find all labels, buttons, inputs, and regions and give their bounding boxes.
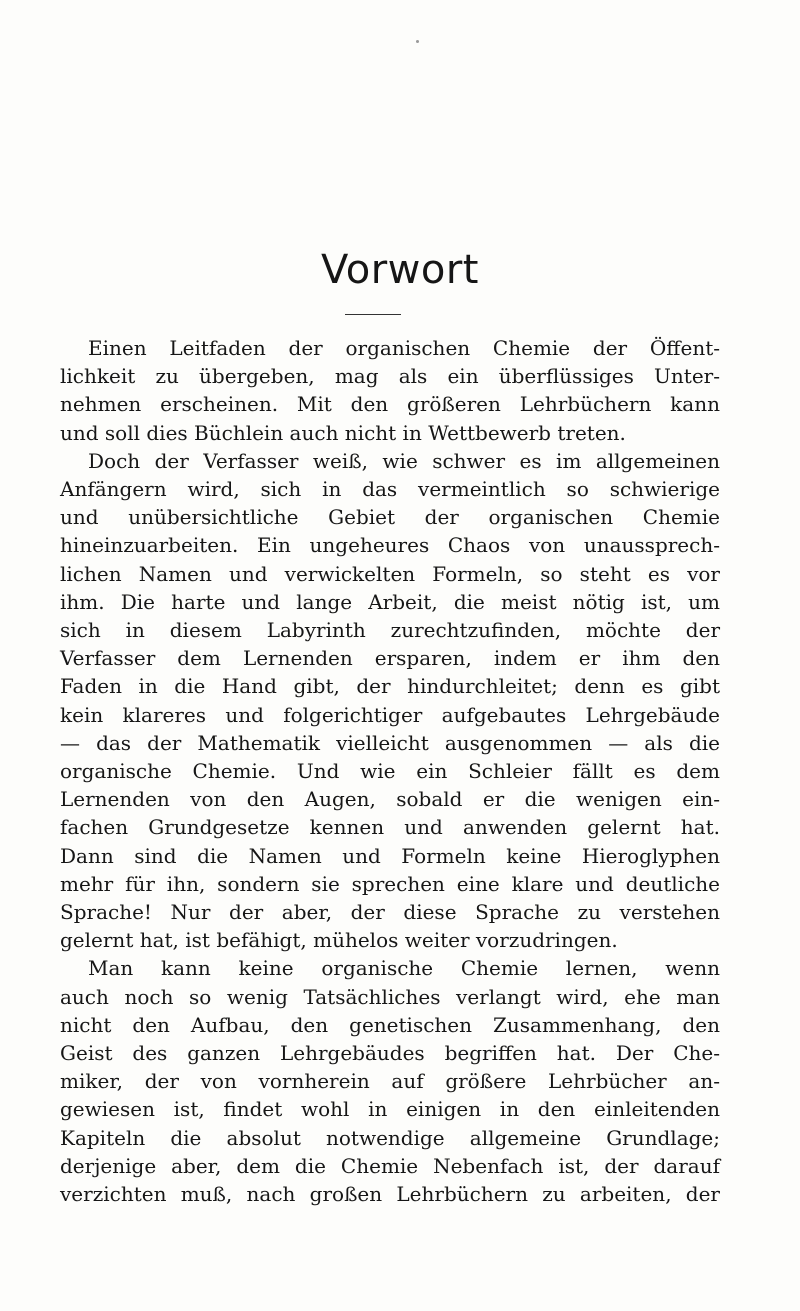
text-line: hineinzuarbeiten. Ein ungeheures Chaos von unaussprech- xyxy=(60,533,720,558)
text-line: Geist des ganzen Lehrgebäudes begriffen hat. Der Che- xyxy=(60,1041,720,1066)
text-line: lichen Namen und verwickelten Formeln, so steht es vor xyxy=(60,561,720,586)
text-line: sich in diesem Labyrinth zurechtzufinden, möchte der xyxy=(60,618,720,643)
text-line: kein klareres und folgerichtiger aufgebautes Lehrgebäude xyxy=(60,702,720,727)
text-line: Doch der Verfasser weiß, wie schwer es im allgemeinen xyxy=(88,448,720,473)
text-line: fachen Grundgesetze kennen und anwenden gelernt hat. xyxy=(60,815,720,840)
title-divider xyxy=(345,314,401,315)
text-line: Dann sind die Namen und Formeln keine Hieroglyphen xyxy=(60,843,720,868)
text-line: Sprache! Nur der aber, der diese Sprache zu verstehen xyxy=(60,900,720,925)
text-line: Man kann keine organische Chemie lernen, wenn xyxy=(88,956,720,981)
body-text xyxy=(60,334,720,1208)
text-line: gewiesen ist, findet wohl in einigen in den einleitenden xyxy=(60,1097,720,1122)
text-line: Anfängern wird, sich in das vermeintlich so schwierige xyxy=(60,477,720,502)
text-line: und soll dies Büchlein auch nicht in Wettbewerb treten. xyxy=(60,420,626,445)
text-line: Lernenden von den Augen, sobald er die wenigen ein- xyxy=(60,787,720,812)
text-line: organische Chemie. Und wie ein Schleier fällt es dem xyxy=(60,759,720,784)
text-line: Verfasser dem Lernenden ersparen, indem er ihm den xyxy=(60,646,720,671)
text-line: — das der Mathematik vielleicht ausgenommen — als die xyxy=(60,730,720,755)
text-line: miker, der von vornherein auf größere Lehrbücher an- xyxy=(60,1069,720,1094)
text-line: derjenige aber, dem die Chemie Nebenfach ist, der darauf xyxy=(60,1153,720,1178)
page-title: Vorwort xyxy=(321,247,479,293)
text-line: Faden in die Hand gibt, der hindurchleitet; denn es gibt xyxy=(60,674,720,699)
text-line: Kapiteln die absolut notwendige allgemeine Grundlage; xyxy=(60,1125,720,1150)
text-line: auch noch so wenig Tatsächliches verlangt wird, ehe man xyxy=(60,984,720,1009)
text-line: verzichten muß, nach großen Lehrbüchern zu arbeiten, der xyxy=(60,1182,720,1207)
text-line: mehr für ihn, sondern sie sprechen eine klare und deutliche xyxy=(60,871,720,896)
text-line: nicht den Aufbau, den genetischen Zusammenhang, den xyxy=(60,1012,720,1037)
text-line: und unübersichtliche Gebiet der organischen Chemie xyxy=(60,505,720,530)
text-line: lichkeit zu übergeben, mag als ein überflüssiges Unter- xyxy=(60,364,720,389)
paper-speck xyxy=(416,40,419,43)
text-line: Einen Leitfaden der organischen Chemie der Öffent- xyxy=(88,336,720,360)
text-line: ihm. Die harte und lange Arbeit, die meist nötig ist, um xyxy=(60,589,720,614)
text-line: nehmen erscheinen. Mit den größeren Lehrbüchern kann xyxy=(60,392,720,417)
text-line: gelernt hat, ist befähigt, mühelos weiter vorzudringen. xyxy=(60,928,618,953)
